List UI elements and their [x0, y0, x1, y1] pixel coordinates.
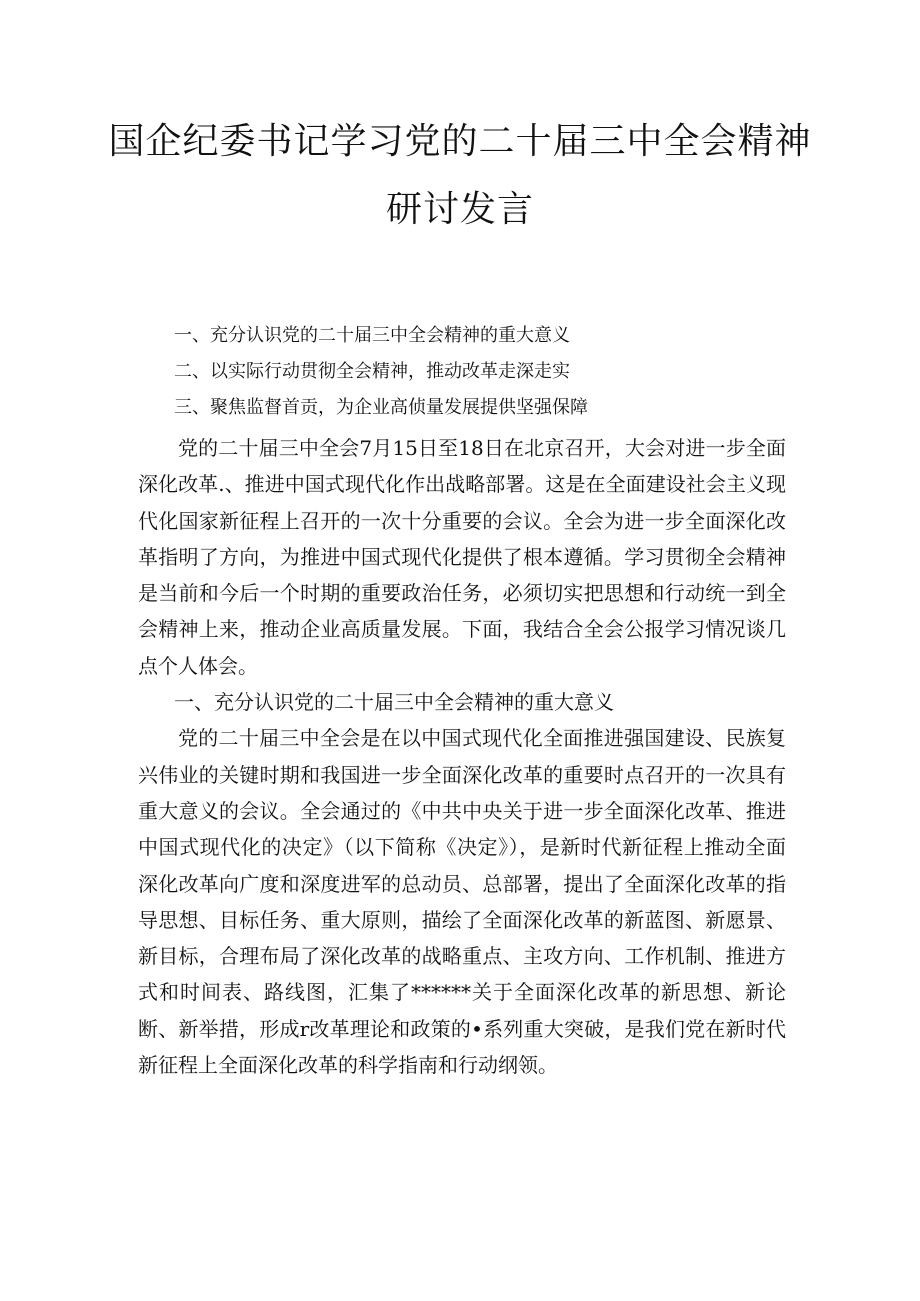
outline-item-1: 一、充分认识党的二十届三中全会精神的重大意义 — [174, 325, 570, 346]
intro-paragraph: 党的二十届三中全会7月15日至18日在北京召开，大会对进一步全面深化改革.、推进中国式现代化作出战略部署。这是在全面建设社会主义现代化国家新征程上召开的一次十分重要的会议。全会为进一步全面深化改革指明了方向，为推进中国式现代化提供了根本遵循。学习贯彻全会精神是当前和今后一个时期的重要政治任务，必须切实把思想和行动统一到全会精神上来，推动企业高质量发展。下面，我结合全会公报学习情况谈几点个人体会。 — [138, 436, 786, 678]
section-1-paragraph: 党的二十届三中全会是在以中国式现代化全面推进强国建设、民族复兴伟业的关键时期和我国进一步全面深化改革的重要时点召开的一次具有重大意义的会议。全会通过的《中共中央关于进一步全面深化改革、推进中国式现代化的决定》（以下简称《决定》），是新时代新征程上推动全面深化改革向广度和深度进军的总动员、总部署，提出了全面深化改革的指导思想、目标任务、重大原则，描绘了全面深化改革的新蓝图、新愿景、新目标，合理布局了深化改革的战略重点、主攻方向、工作机制、推进方式和时间表、路线图，汇集了******关于全面深化改革的新思想、新论断、新举措，形成r改革理论和政策的•系列重大突破，是我们党在新时代新征程上全面深化改革的科学指南和行动纲领。 — [138, 726, 786, 1078]
outline-list — [174, 318, 814, 426]
outline-item-3: 三、聚焦监督首贡，为企业高侦量发展提供坚强保障 — [174, 397, 588, 418]
document-body — [138, 430, 786, 1083]
outline-item-2: 二、以实际行动贯彻全会精神，推动改革走深走实 — [174, 361, 570, 382]
document-title: 国企纪委书记学习党的二十届三中全会精神研讨发言 — [108, 121, 812, 230]
section-1-heading: 一、充分认识党的二十届三中全会精神的重大意义 — [174, 690, 614, 715]
